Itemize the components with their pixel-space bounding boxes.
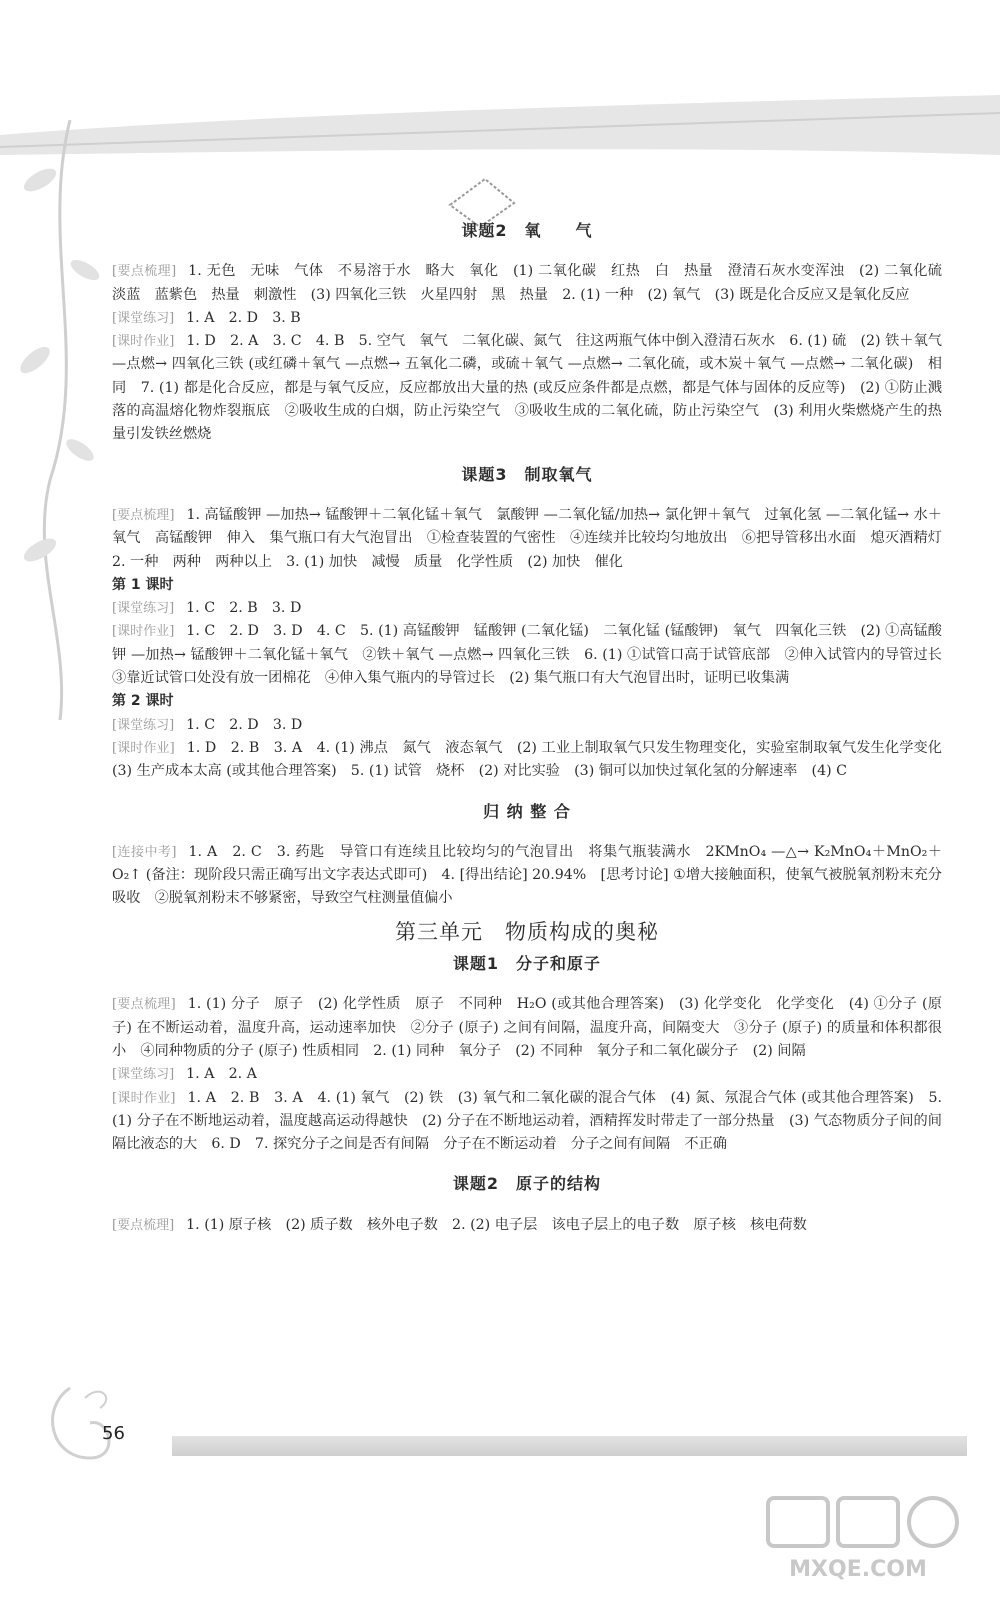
header-wave-decoration: [0, 95, 1000, 185]
answer-text: 1. A 2. B 3. A 4. (1) 氧气 (2) 铁 (3) 氧气和二氧化碳的混合气体 (4) 氮、氖混合气体 (或其他合理答案) 5. (1) 分子在不断地运动着，温度越高运动得越快 (2) 分子在不断地运动着，酒精挥发时带走了一部分热量 (3) 气态物质分子间的间隔比液态的大 6. D 7. 探究分子之间是否有间隔 分子在不断运动着 分子之间有间隔 不正确: [112, 1089, 942, 1153]
answer-text: 1. (1) 原子核 (2) 质子数 核外电子数 2. (2) 电子层 该电子层上的电子数 原子核 核电荷数: [186, 1216, 807, 1233]
answer-text: 1. C 2. D 3. D: [186, 716, 303, 733]
tag-label: [要点梳理]: [112, 997, 176, 1013]
section-making-oxygen: [112, 504, 957, 784]
answer-text: 1. A 2. C 3. 药匙 导管口有连续且比较均匀的气泡冒出 将集气瓶装满水 2KMnO₄ —△→ K₂MnO₄＋MnO₂＋O₂↑ (备注：现阶段只需正确写出文字表达式即可) 4. [得出结论] 20.94% [思考讨论] ①增大接触面积，使氧气被脱氧剂粉末充分吸收 ②脱氧剂粉末不够紧密，导致空气柱测量值偏小: [112, 843, 942, 907]
answer-text: 1. D 2. B 3. A 4. (1) 沸点 氮气 液态氧气 (2) 工业上制取氧气只发生物理变化，实验室制取氧气发生化学变化 (3) 生产成本太高 (或其他合理答案) 5. (1) 试管 烧杯 (2) 对比实验 (3) 铜可以加快过氧化氢的分解速率 (4) C: [112, 739, 957, 780]
answer-text: 1. 无色 无味 气体 不易溶于水 略大 氧化 (1) 二氧化碳 红热 白 热量 澄清石灰水变浑浊 (2) 二氧化硫 淡蓝 蓝紫色 热量 刺激性 (3) 四氧化三铁 火星四射 黑 热量 2. (1) 一种 (2) 氧气 (3) 既是化合反应又是氧化反应: [112, 263, 957, 303]
answer-content: [112, 195, 957, 1241]
watermark-logo: [738, 1494, 978, 1584]
tag-label: [要点梳理]: [112, 264, 177, 280]
tag-label: [连接中考]: [112, 844, 177, 860]
watermark-text: MXQE.COM: [789, 1557, 927, 1582]
section-title: 课题2 氧 气: [461, 221, 593, 240]
section-oxygen: [112, 260, 957, 446]
tag-label: [课时作业]: [112, 740, 175, 756]
answer-text: 1. A 2. A: [186, 1066, 257, 1083]
tag-label: [课时作业]: [112, 334, 175, 350]
section-title: 课题2 原子的结构: [452, 1174, 602, 1194]
tag-label: [课时作业]: [112, 624, 175, 640]
unit-title: 第三单元 物质构成的奥秘: [395, 919, 659, 944]
answer-text: 1. D 2. A 3. C 4. B 5. 空气 氧气 二氧化碳、氮气 往这两瓶气体中倒入澄清石灰水 6. (1) 硫 (2) 铁＋氧气 —点燃→ 四氧化三铁 (或红磷＋氧气 —点燃→ 五氧化二磷，或硫＋氧气 —点燃→ 二氧化硫，或木炭＋氧气 —点燃→ 二氧化碳) 相同 7. (1) 都是化合反应，都是与氧气反应，反应都放出大量的热 (或反应条件都是点燃，都是气体与固体的反应等) (2) ①防止溅落的高温熔化物炸裂瓶底 ②吸收生成的白烟，防止污染空气 ③吸收生成的二氧化硫，防止污染空气 (3) 利用火柴燃烧产生的热量引发铁丝燃烧: [112, 333, 942, 443]
answer-text: 1. 高锰酸钾 —加热→ 锰酸钾＋二氧化锰＋氧气 氯酸钾 —二氧化锰/加热→ 氯化钾＋氧气 过氧化氢 —二氧化锰→ 水＋氧气 高锰酸钾 伸入 集气瓶口有大气泡冒出 ①检查装置的气密性 ④连续并比较均匀地放出 ⑥把导管移出水面 熄灭酒精灯 2. 一种 两种 两种以上 3. (1) 加快 减慢 质量 化学性质 (2) 加快 催化: [112, 506, 957, 570]
answer-text: 1. C 2. D 3. D 4. C 5. (1) 高锰酸钾 锰酸钾 (二氧化锰) 二氧化锰 (锰酸钾) 氧气 四氧化三铁 (2) ①高锰酸钾 —加热→ 锰酸钾＋二氧化锰＋氧气 ②铁＋氧气 —点燃→ 四氧化三铁 6. (1) ①试管口高于试管底部 ②伸入试管内的导管过长 ③靠近试管口处没有放一团棉花 ④伸入集气瓶内的导管过长 (2) 集气瓶口有大气泡冒出时，证明已收集满: [112, 623, 957, 687]
section-summary: [112, 841, 942, 911]
lesson-label: 第 2 课时: [112, 693, 174, 710]
section-title: 课题3 制取氧气: [461, 464, 593, 484]
footer-bar: [172, 1436, 967, 1456]
tag-label: [要点梳理]: [112, 507, 175, 523]
answer-text: 1. (1) 分子 原子 (2) 化学性质 原子 不同种 H₂O (或其他合理答案) (3) 化学变化 化学变化 (4) ①分子 (原子) 在不断运动着，温度升高，运动速率加快 ②分子 (原子) 之间有间隔，温度升高，间隔变大 ③分子 (原子) 的质量和体积都很小 ④同种物质的分子 (原子) 性质相同 2. (1) 同种 氧分子 (2) 不同种 氧分子和二氧化碳分子 (2) 间隔: [112, 996, 942, 1059]
tag-label: [课时作业]: [112, 1090, 176, 1106]
section-title: 归 纳 整 合: [483, 801, 571, 821]
lesson-label: 第 1 课时: [112, 576, 174, 593]
section-molecules-atoms: [112, 993, 942, 1156]
vine-decoration: [0, 120, 120, 720]
tag-label: [课堂练习]: [112, 310, 175, 326]
answer-text: 1. A 2. D 3. B: [186, 309, 301, 326]
answer-text: 1. C 2. B 3. D: [186, 600, 302, 617]
tag-label: [课堂练习]: [112, 1067, 175, 1083]
tag-label: [课堂练习]: [112, 601, 175, 617]
section-title: 课题1 分子和原子: [452, 954, 602, 974]
section-atom-structure: [112, 1214, 942, 1237]
tag-label: [课堂练习]: [112, 717, 175, 733]
tag-label: [要点梳理]: [112, 1217, 175, 1233]
page-number: 56: [102, 1423, 125, 1444]
